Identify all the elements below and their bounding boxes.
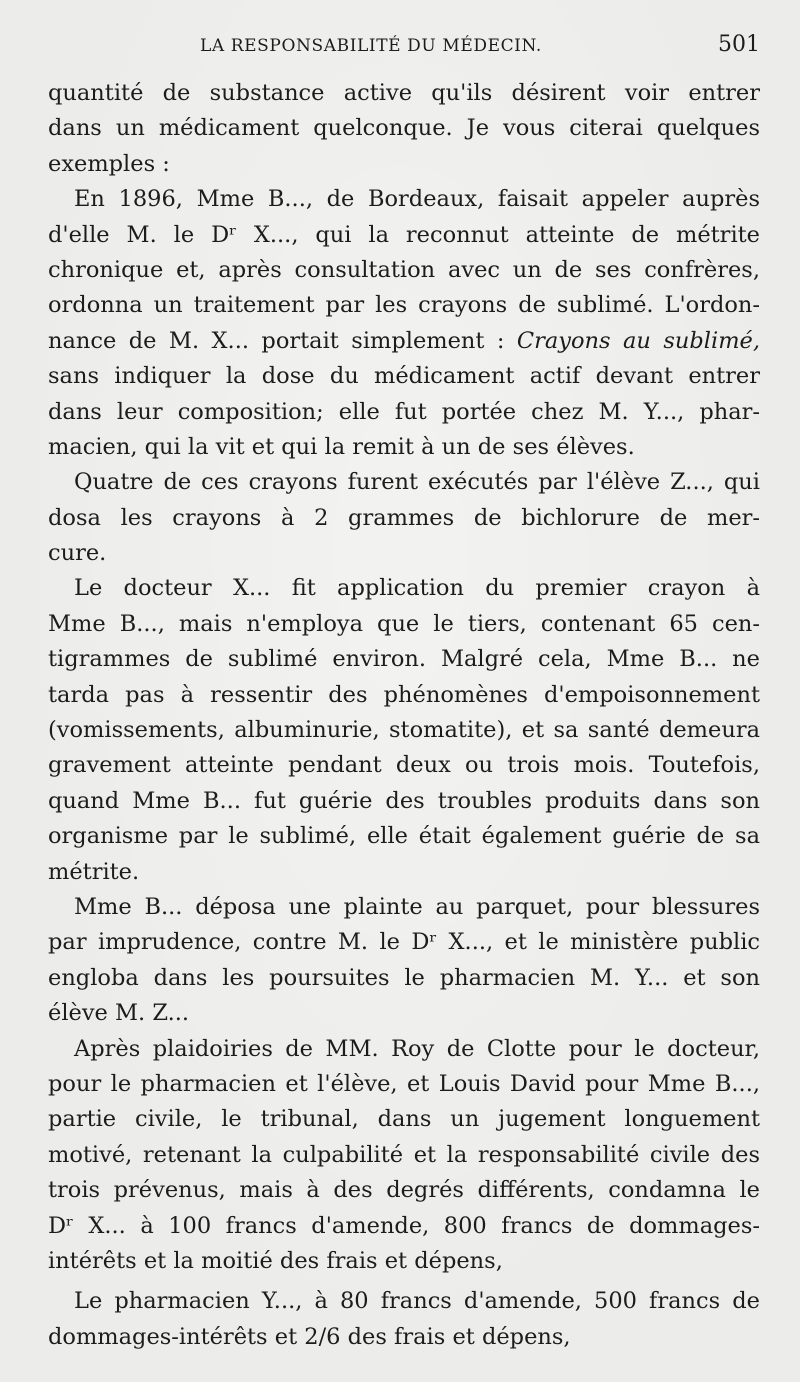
text-line: motivé, retenant la culpabilité et la responsabilité civile des (48, 1141, 760, 1168)
text-line: Après plaidoiries de MM. Roy de Clotte pour le docteur, (74, 1035, 760, 1062)
text-line: Mme B..., mais n'employa que le tiers, contenant 65 cen- (48, 610, 760, 637)
text-line: intérêts et la moitié des frais et dépens, (48, 1247, 503, 1274)
text-line: exemples : (48, 150, 170, 177)
text-line: dans leur composition; elle fut portée chez M. Y..., phar- (48, 398, 760, 425)
text-line: partie civile, le tribunal, dans un jugement longuement (48, 1106, 760, 1133)
text-line: engloba dans les poursuites le pharmacien M. Y... et son (48, 964, 760, 991)
running-title: LA RESPONSABILITÉ DU MÉDECIN. (200, 36, 542, 56)
text-line: Quatre de ces crayons furent exécutés par l'élève Z..., qui (74, 469, 760, 496)
page-number: 501 (718, 32, 760, 57)
text-line: En 1896, Mme B..., de Bordeaux, faisait appeler auprès (74, 186, 760, 213)
paragraph (48, 182, 760, 465)
text-line: élève M. Z... (48, 1000, 190, 1027)
text-line: tarda pas à ressentir des phénomènes d'empoisonnement (48, 681, 760, 708)
paragraph (48, 76, 760, 182)
text-line: pour le pharmacien et l'élève, et Louis David pour Mme B..., (48, 1070, 760, 1097)
text-line: Le pharmacien Y..., à 80 francs d'amende, 500 francs de (74, 1288, 760, 1315)
text-line: dosa les crayons à 2 grammes de bichlorure de mer- (48, 504, 760, 531)
text-line: (vomissements, albuminurie, stomatite), et sa santé demeura (48, 717, 760, 744)
text-line: tigrammes de sublimé environ. Malgré cela, Mme B... ne (48, 646, 760, 673)
text-line: dans un médicament quelconque. Je vous citerai quelques (48, 115, 760, 142)
text-line: métrite. (48, 858, 140, 885)
text-line (48, 324, 760, 359)
italic-prescription: Crayons au sublimé, (516, 327, 760, 354)
text-line: organisme par le sublimé, elle était également guérie de sa (48, 823, 760, 850)
text-line: quantité de substance active qu'ils désirent voir entrer (48, 80, 760, 106)
paragraph (48, 465, 760, 571)
paragraph (48, 890, 760, 1032)
running-head (200, 32, 760, 64)
text-line: Mme B... déposa une plainte au parquet, pour blessures (74, 893, 760, 920)
text-line: Dʳ X... à 100 francs d'amende, 800 francs de dommages- (48, 1212, 760, 1239)
paragraph (48, 571, 760, 890)
text-line: trois prévenus, mais à des degrés différents, condamna le (48, 1177, 760, 1204)
paragraph (48, 1032, 760, 1280)
text-line: gravement atteinte pendant deux ou trois mois. Toutefois, (48, 752, 760, 779)
text-line: par imprudence, contre M. le Dʳ X..., et le ministère public (48, 929, 760, 956)
text-line: Le docteur X... fit application du premier crayon à (74, 575, 760, 602)
text-line: quand Mme B... fut guérie des troubles produits dans son (48, 787, 760, 814)
text-line: cure. (48, 540, 107, 567)
text-line: ordonna un traitement par les crayons de sublimé. L'ordon- (48, 292, 760, 319)
text-line: chronique et, après consultation avec un de ses confrères, (48, 256, 760, 283)
text-line: sans indiquer la dose du médicament actif devant entrer (48, 363, 760, 390)
text-segment: nance de M. X... portait simplement : (48, 327, 517, 354)
text-line: d'elle M. le Dʳ X..., qui la reconnut atteinte de métrite (48, 221, 760, 248)
text-line: dommages-intérêts et 2/6 des frais et dépens, (48, 1323, 571, 1350)
text-line: macien, qui la vit et qui la remit à un de ses élèves. (48, 433, 635, 460)
body-text (48, 76, 760, 1355)
paragraph (48, 1284, 760, 1355)
